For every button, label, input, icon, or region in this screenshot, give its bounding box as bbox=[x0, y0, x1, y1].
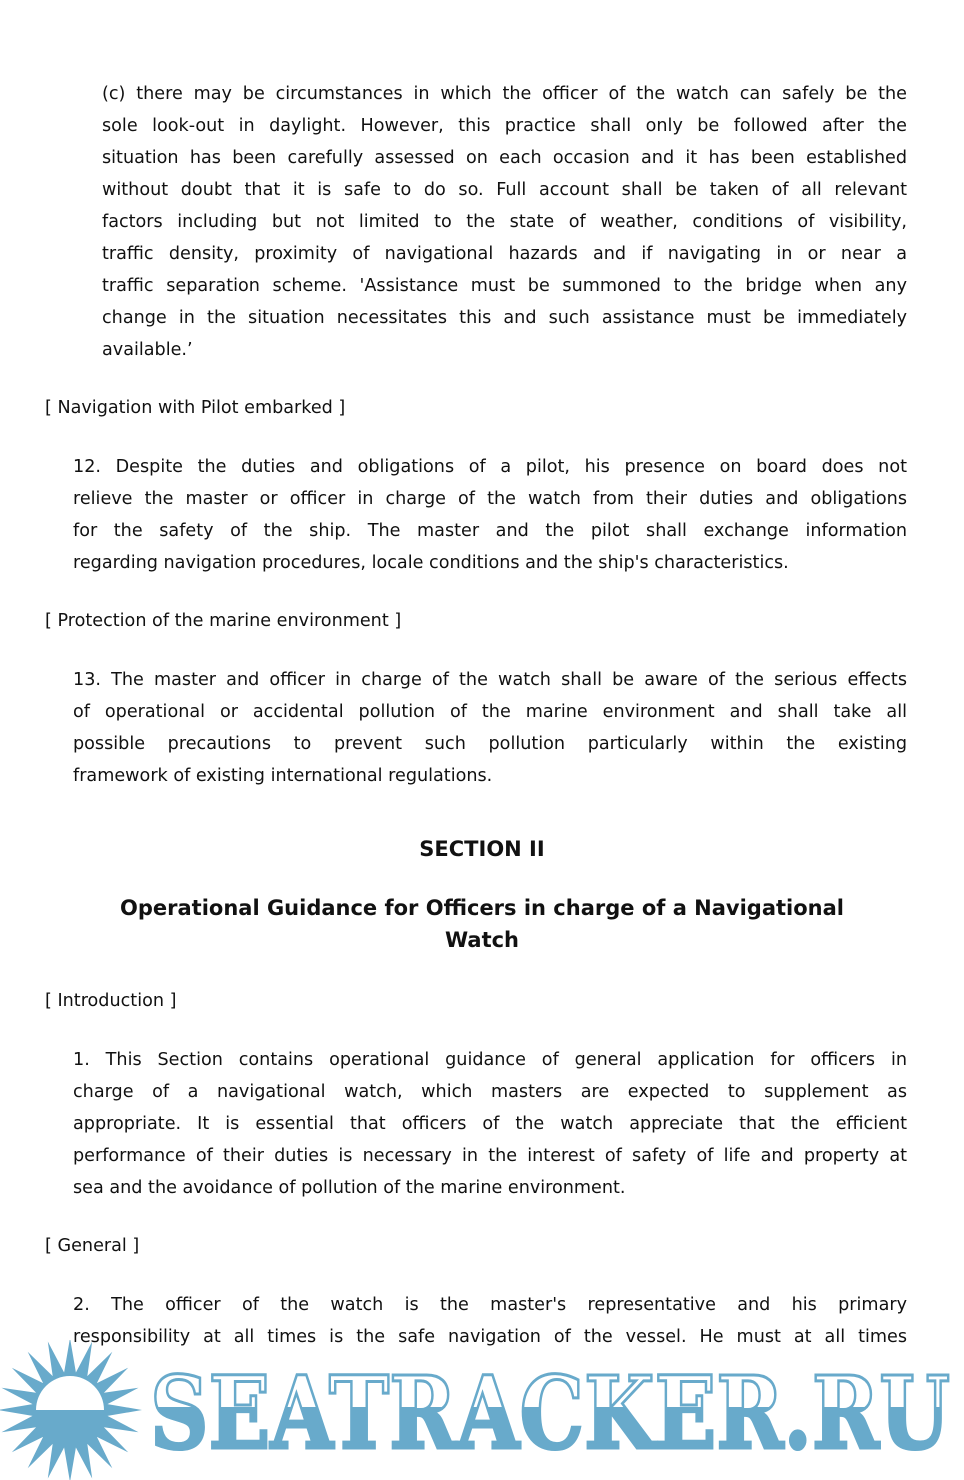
paragraph-1 bbox=[73, 1044, 907, 1204]
text-line: relieve the master or officer in charge of the watch from their duties and obligations bbox=[73, 489, 907, 509]
text-line: performance of their duties is necessary in the interest of safety of life and property at bbox=[73, 1146, 907, 1166]
text-line: change in the situation necessitates this and such assistance must be immediately bbox=[102, 308, 907, 328]
text-line: traffic density, proximity of navigational hazards and if navigating in or near a bbox=[102, 244, 907, 264]
seatracker-watermark-logo bbox=[0, 1340, 964, 1480]
text-line: regarding navigation procedures, locale conditions and the ship's characteristics. bbox=[73, 553, 789, 573]
text-line: responsibility at all times is the safe navigation of the vessel. He must at all times bbox=[73, 1327, 907, 1347]
text-line: of operational or accidental pollution of the marine environment and shall take all bbox=[73, 702, 907, 722]
text-line: 12. Despite the duties and obligations of a pilot, his presence on board does not bbox=[73, 457, 907, 477]
text-line: situation has been carefully assessed on each occasion and it has been established bbox=[102, 148, 907, 168]
text-line: 13. The master and officer in charge of the watch shall be aware of the serious effects bbox=[73, 670, 907, 690]
heading-introduction: [ Introduction ] bbox=[45, 991, 177, 1011]
text-line: appropriate. It is essential that officers of the watch appreciate that the efficient bbox=[73, 1114, 907, 1134]
text-line: possible precautions to prevent such pollution particularly within the existing bbox=[73, 734, 907, 754]
text-line: sea and the avoidance of pollution of the marine environment. bbox=[73, 1178, 626, 1198]
heading-general: [ General ] bbox=[45, 1236, 140, 1256]
section-title-line-2: Watch bbox=[444, 928, 520, 952]
text-line: (c) there may be circumstances in which the officer of the watch can safely be the bbox=[102, 84, 907, 104]
section-title-line-1: Operational Guidance for Officers in charge of a Navigational bbox=[120, 896, 844, 920]
text-line: 2. The officer of the watch is the master's representative and his primary bbox=[73, 1295, 907, 1315]
text-line: sole look-out in daylight. However, this practice shall only be followed after the bbox=[102, 116, 907, 136]
text-line: available.’ bbox=[102, 340, 193, 360]
paragraph-13 bbox=[73, 664, 907, 792]
text-line: charge of a navigational watch, which masters are expected to supplement as bbox=[73, 1082, 907, 1102]
text-line: for the safety of the ship. The master and the pilot shall exchange information bbox=[73, 521, 907, 541]
section-title bbox=[0, 892, 964, 956]
sun-icon bbox=[0, 1340, 142, 1480]
section-label: SECTION II bbox=[419, 837, 545, 861]
text-line: framework of existing international regulations. bbox=[73, 766, 493, 786]
heading-navigation-with-pilot: [ Navigation with Pilot embarked ] bbox=[45, 398, 346, 418]
text-line: without doubt that it is safe to do so. Full account shall be taken of all relevant bbox=[102, 180, 907, 200]
heading-protection-marine-environment: [ Protection of the marine environment ] bbox=[45, 611, 402, 631]
paragraph-c bbox=[102, 78, 907, 366]
text-line: traffic separation scheme. 'Assistance must be summoned to the bridge when any bbox=[102, 276, 907, 296]
text-line: factors including but not limited to the state of weather, conditions of visibility, bbox=[102, 212, 907, 232]
watermark-text: SEATRACKER.RU bbox=[150, 1354, 950, 1472]
text-line: 1. This Section contains operational guidance of general application for officers in bbox=[73, 1050, 907, 1070]
paragraph-12 bbox=[73, 451, 907, 579]
